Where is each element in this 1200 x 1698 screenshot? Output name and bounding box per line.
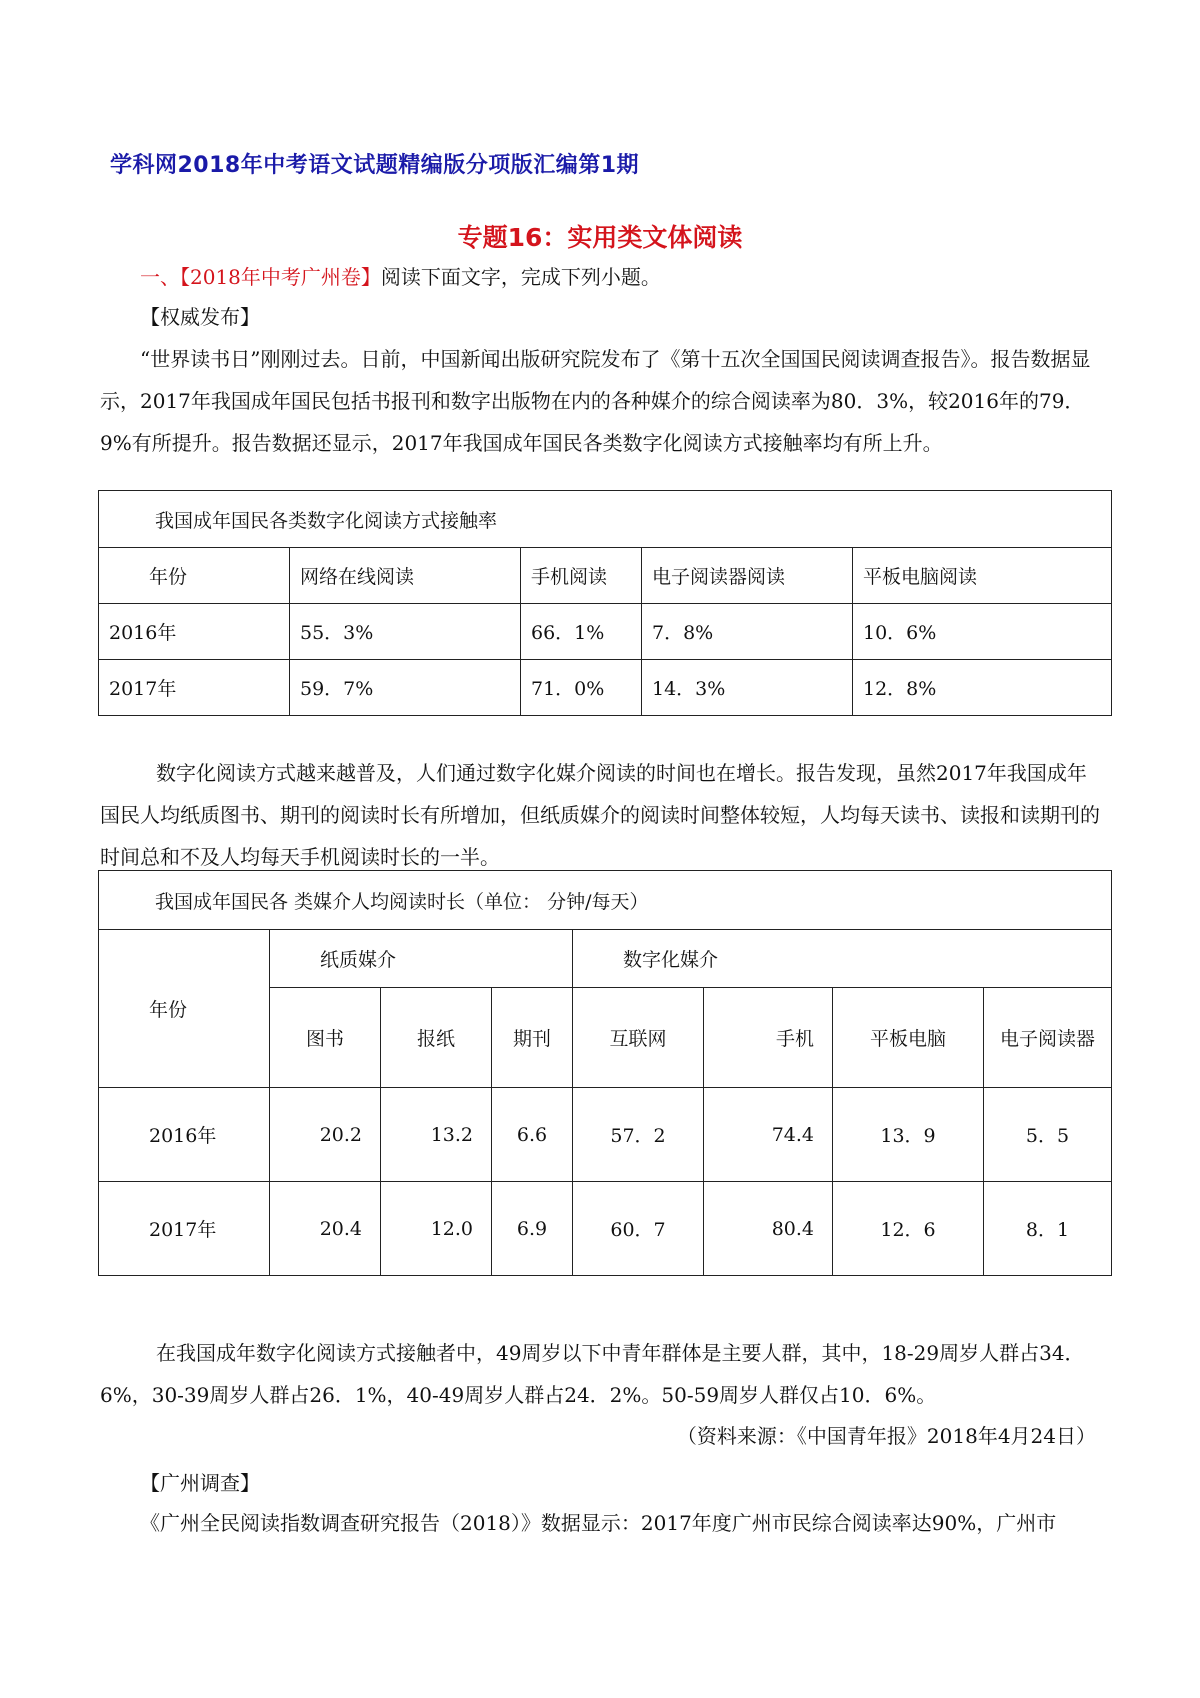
table1-cell: 10．6% [853, 604, 1112, 660]
table1-cell: 66．1% [521, 604, 642, 660]
table2-cell: 2016年 [99, 1088, 270, 1182]
paragraph-1: “世界读书日”刚刚过去。日前，中国新闻出版研究院发布了《第十五次全国国民阅读调查报告》。报告数据显示，2017年我国成年国民包括书报刊和数字出版物在内的各种媒介的综合阅读率为80．3%，较2016年的79．9%有所提升。报告数据还显示，2017年我国成年国民各类数字化阅读方式接触率均有所上升。 [100, 347, 1091, 455]
table2-subheader-cell: 期刊 [492, 988, 573, 1088]
table1-cell: 55．3% [290, 604, 521, 660]
table-row [99, 1088, 1112, 1182]
table1-header-cell: 手机阅读 [521, 548, 642, 604]
table2-cell: 8．1 [984, 1182, 1112, 1276]
table-row [99, 604, 1112, 660]
table2-cell: 6.6 [492, 1088, 573, 1182]
table2-cell: 13.2 [381, 1088, 492, 1182]
table-row [99, 1182, 1112, 1276]
paragraph-2: 数字化阅读方式越来越普及，人们通过数字化媒介阅读的时间也在增长。报告发现，虽然2017年我国成年国民人均纸质图书、期刊的阅读时长有所增加，但纸质媒介的阅读时间整体较短，人均每天读书、读报和读期刊的时间总和不及人均每天手机阅读时长的一半。 [100, 761, 1100, 869]
question-heading [100, 256, 1100, 298]
table1-cell: 2017年 [99, 660, 290, 716]
source-note: （资料来源：《中国青年报》2018年4月24日） [676, 1424, 1096, 1448]
topic-title: 专题16：实用类文体阅读 [457, 223, 743, 252]
table2-subheader-cell: 报纸 [381, 988, 492, 1088]
table2-cell: 20.4 [270, 1182, 381, 1276]
table2-subheader-cell: 图书 [270, 988, 381, 1088]
table2-group-digital: 数字化媒介 [573, 930, 1112, 988]
table1-header-cell: 网络在线阅读 [290, 548, 521, 604]
table1-caption: 我国成年国民各类数字化阅读方式接触率 [99, 491, 1112, 548]
table-digital-reading-rate [98, 490, 1112, 716]
table1-header-cell: 电子阅读器阅读 [642, 548, 853, 604]
table1-header-cell: 年份 [99, 548, 290, 604]
table2-group-paper: 纸质媒介 [270, 930, 573, 988]
table2-cell: 60．7 [573, 1182, 704, 1276]
paragraph-4: 《广州全民阅读指数调查研究报告（2018）》数据显示：2017年度广州市民综合阅读率达90%，广州市 [140, 1511, 1057, 1535]
table1-cell: 12．8% [853, 660, 1112, 716]
table2-cell: 2017年 [99, 1182, 270, 1276]
section-label-official: 【权威发布】 [140, 305, 260, 329]
table2-cell: 6.9 [492, 1182, 573, 1276]
table1-cell: 71．0% [521, 660, 642, 716]
table2-cell: 20.2 [270, 1088, 381, 1182]
question-instruction: 阅读下面文字，完成下列小题。 [380, 265, 661, 289]
table2-cell: 74.4 [704, 1088, 833, 1182]
table-reading-time [98, 870, 1112, 1276]
table2-cell: 12.0 [381, 1182, 492, 1276]
table2-cell: 12．6 [833, 1182, 984, 1276]
table2-subheader-cell: 电子阅读器 [984, 988, 1112, 1088]
section-label-guangzhou: 【广州调查】 [140, 1471, 260, 1495]
table2-cell: 13．9 [833, 1088, 984, 1182]
table2-caption: 我国成年国民各 类媒介人均阅读时长（单位： 分钟/每天） [99, 871, 1112, 930]
table2-year-header: 年份 [99, 930, 270, 1088]
table2-cell: 80.4 [704, 1182, 833, 1276]
table1-cell: 59．7% [290, 660, 521, 716]
series-header: 学科网2018年中考语文试题精编版分项版汇编第1期 [110, 153, 640, 178]
table2-subheader-cell: 平板电脑 [833, 988, 984, 1088]
table2-cell: 57．2 [573, 1088, 704, 1182]
paragraph-3: 在我国成年数字化阅读方式接触者中，49周岁以下中青年群体是主要人群，其中，18-29周岁人群占34．6%，30-39周岁人群占26．1%，40-49周岁人群占24．2%。50-59周岁人群仅占10．6%。 [100, 1341, 1085, 1407]
question-source: 【2018年中考广州卷】 [180, 265, 381, 289]
table2-cell: 5．5 [984, 1088, 1112, 1182]
table2-subheader-cell: 互联网 [573, 988, 704, 1088]
question-number: 一、 [140, 265, 180, 289]
table2-subheader-cell: 手机 [704, 988, 833, 1088]
table1-cell: 14．3% [642, 660, 853, 716]
table-row [99, 660, 1112, 716]
table1-cell: 2016年 [99, 604, 290, 660]
table1-header-row [99, 548, 1112, 604]
table1-header-cell: 平板电脑阅读 [853, 548, 1112, 604]
table1-cell: 7．8% [642, 604, 853, 660]
